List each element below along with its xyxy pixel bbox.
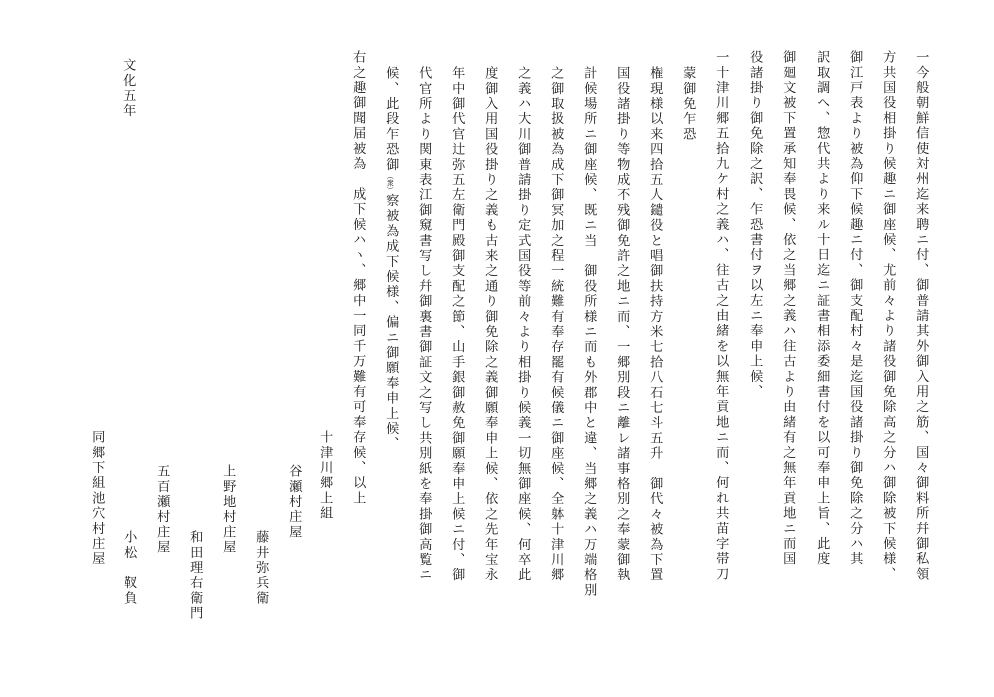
text-line-12: 之御取扱被為成下御冥加之程一統難有奉存罷有候儀ニ御座候、全躰十津川郷 — [548, 66, 564, 583]
text-line-17-head: 候、此段乍恐御 — [383, 66, 399, 173]
text-line-13: 之義ハ大川御普請掛り定式国役等前々より相掛り候義一切無御座候、何卒此 — [515, 66, 531, 583]
text-line-8: 蒙御免乍恐 — [680, 66, 696, 142]
signature-village: 十津川郷上組 — [317, 430, 333, 522]
signature-name-1: 藤井弥兵衛 — [253, 530, 269, 606]
document-date: 文化五年 — [120, 58, 136, 119]
text-line-1: 一今般朝鮮信使対州迄来聘ニ付、御普請其外御入用之筋、国々御料所幷御私領 — [913, 50, 929, 582]
text-line-10: 国役諸掛り等物成不残御免許之地ニ而、一郷別段ニ離レ諸事格別之奉蒙御執 — [614, 66, 630, 583]
text-line-2: 方共国役相掛り候趣ニ御座候、尤前々より諸役御免除高之分ハ御除被下候様、 — [880, 50, 896, 582]
text-line-17-tail: 察被為成下候様、偏ニ御願奉申上候、 — [383, 193, 399, 452]
text-line-4: 訳取調へ、惣代共より来ル十日迄ニ証書相添委細書付を以可奉申上旨、此度 — [814, 50, 830, 567]
text-line-11: 計候場所ニ御座候、既ニ当 御役所様ニ而も外郡中と違、当郷之義ハ万端格別 — [581, 66, 597, 598]
text-line-16: 代官所より関東表江御窺書写し幷御裏書御証文之写し共別紙を奉掛御高覧ニ — [416, 66, 432, 583]
signature-office-2: 上野地村庄屋 — [220, 464, 236, 556]
text-line-7: 一十津川郷五拾九ケ村之義ハ、往古之由緒を以無年貢地ニ而、何れ共苗字帯刀 — [713, 50, 729, 582]
text-line-17 — [384, 66, 397, 452]
text-line-18: 右之趣御聞届被為 成下候ハヽ、郷中一同千万難有可奉存候、以上 — [350, 50, 366, 506]
signature-name-3: 小松 靫負 — [121, 530, 137, 606]
signature-office-4: 同郷下組池穴村庄屋 — [89, 430, 105, 567]
text-line-14: 度御入用国役掛り之義も古来之通り御免除之義御願奉申上候、依之先年宝永 — [482, 66, 498, 583]
signature-office-3: 五百瀬村庄屋 — [154, 464, 170, 556]
text-line-9: 権現様以来四拾五人鑓役と唱御扶持方米七拾八石七斗五升 御代々被為下置 — [647, 66, 663, 583]
signature-office-1: 谷瀬村庄屋 — [286, 464, 302, 540]
annotation-note: （衆） — [386, 172, 395, 194]
text-line-3: 御江戸表より被為仰下候趣ニ付、御支配村々是迄国役諸掛り御免除之分ハ其 — [847, 50, 863, 567]
signature-name-2: 和田理右衛門 — [187, 530, 203, 622]
text-line-5: 御廻文被下置承知奉畏候、依之当郷之義ハ往古より由緒有之無年貢地ニ而国 — [780, 50, 796, 567]
text-line-6: 役諸掛り御免除之訳、乍恐書付ヲ以左ニ奉申上候、 — [747, 50, 763, 400]
text-line-15: 年中御代官辻弥五左衛門殿御支配之節、山手銀御赦免御願奉申上候ニ付、御 — [449, 66, 465, 583]
